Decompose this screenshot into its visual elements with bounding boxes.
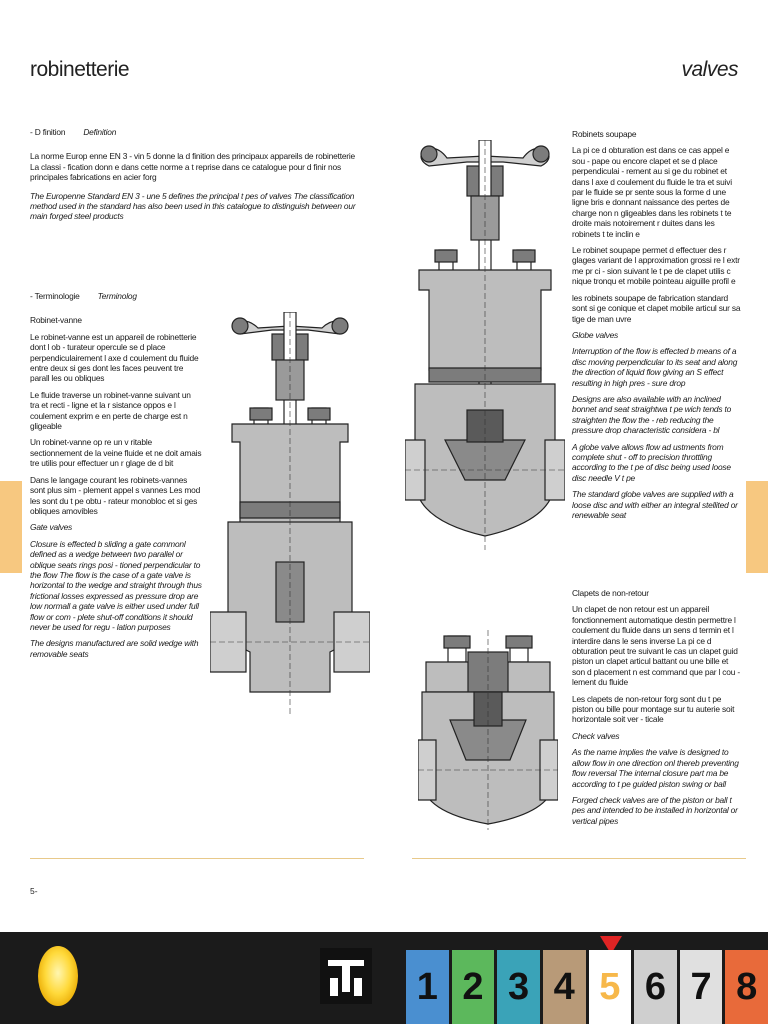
gate-valve-subheading-en: Gate valves (30, 522, 73, 533)
right-page-tab (746, 481, 768, 573)
gate-valve-paragraph-en: The designs manufactured are solid wedge with removable seats (30, 638, 199, 659)
globe-valve-drawing (405, 140, 565, 550)
chapter-tab-5[interactable]: 5 (589, 950, 632, 1024)
gate-valve-drawing (210, 312, 370, 716)
left-page-tab (0, 481, 22, 573)
check-valve-subheading-en: Check valves (572, 730, 620, 741)
chapter-tab-2[interactable]: 2 (452, 950, 495, 1024)
definition-heading: - D finition Definition (30, 127, 117, 137)
gate-valve-paragraph: Un robinet-vanne op re un v ritable sectionnement de la veine fluide et ne doit amais tre utilis pour effectuer un r glage de d bit (30, 437, 202, 469)
chapter-tabs (406, 950, 768, 1024)
gate-valve-paragraph: Le robinet-vanne est un appareil de robinetterie dont l ob - turateur opercule se d place perpendiculairement l axe d coulement du fluide entre deux si ges dont les faces peuvent tre parall les ou obliques (30, 331, 199, 384)
globe-valve-paragraph: Le robinet soupape permet d effectuer des r glages variant de l approximation grossi re l extr me pr ci - sion suivant le t pe de clapet utilis c nique tronqu et mobile pointeau aiguille profil e (572, 245, 740, 287)
check-valve-paragraph-en: Forged check valves are of the piston or ball t pes and intended to be installed in horizontal or vertical pipes (572, 794, 738, 826)
left-text-body (30, 291, 202, 665)
globe-valve-paragraph-en: A globe valve allows flow ad ustments from complete shut - off to precision throttling according to the t pe of disc being used loose disc needle V t pe (572, 441, 731, 483)
section-title-left: robinetterie (30, 58, 130, 81)
brand-logo (320, 948, 372, 1004)
definition-paragraph-en: The Europenne Standard EN 3 - une 5 defines the principal t pes of valves The classification method used in the standard has also been used in this catalogue to distinguish between our main forged steel products (30, 190, 356, 222)
check-valve-paragraph: Les clapets de non-retour forg sont du t pe piston ou bille pour montage sur tu auterie soit horizontale soit ver - ticale (572, 693, 735, 725)
chapter-tab-4[interactable]: 4 (543, 950, 586, 1024)
bottom-rule-right (412, 858, 746, 859)
definition-paragraph-fr: La norme Europ enne EN 3 - vin 5 donne la d finition des principaux appareils de robinetterie La classi - fication donn e dans cette norme a t reprise dans ce catalogue pour d finir nos principales fabrications en acier forg (30, 151, 355, 183)
page-number: 5- (30, 886, 38, 896)
gate-valve-subheading-fr: Robinet-vanne (30, 315, 82, 326)
globe-valve-subheading-en: Globe valves (572, 329, 619, 340)
gate-valve-paragraph: Le fluide traverse un robinet-vanne suivant un tra et recti - ligne et la r sistance oppos e l coulement exprim e en perte de charge est n gligeable (30, 389, 191, 432)
check-valve-paragraph: Un clapet de non retour est un appareil fonctionnement automatique destin permettre l coulement du fluide dans un sens d termin et l interdire dans le sens inverse La pi ce d obturation peut tre suivant le cas un clapet guid piston un clapet articul battant ou une bille et son d placement n est command que par l cou - lement du fluide (572, 604, 740, 688)
gate-valve-paragraph: Dans le langage courant les robinets-vannes sont plus sim - plement appel s vannes Les mod les sont du t pe obtu - rateur monobloc et si ges obliques amovibles (30, 474, 201, 516)
chapter-tab-3[interactable]: 3 (497, 950, 540, 1024)
right-text-bottom (572, 588, 742, 832)
globe-valve-subheading-fr: Robinets soupape (572, 129, 637, 139)
section-title-right: valves (681, 58, 738, 81)
terminology-heading: - Terminologie Terminolog (30, 291, 137, 301)
globe-valve-paragraph-en: Interruption of the flow is effected b means of a disc moving perpendicular to its seat and along the direction of liquid flow giving an S effect resulting in high pres - sure drop (572, 346, 738, 388)
right-text-top (572, 129, 742, 526)
check-valve-drawing (418, 630, 558, 830)
chapter-tab-8[interactable]: 8 (725, 950, 768, 1024)
globe-valve-paragraph: La pi ce d obturation est dans ce cas appel e sou - pape ou encore clapet et se d place perpendiculai - rement au si ge du robinet et dans l axe d coulement du fluide le tra et suivi par le fluide se pr sente sous la forme d une ligne bris e donnant naissance des pertes de charge non n gligeables dans les robinets t te droite mais notoirement r duites dans les robinets t te inclin e (572, 145, 732, 239)
bottom-rule-left (30, 858, 364, 859)
gate-valve-paragraph-en: Closure is effected b sliding a gate commonl defined as a wedge between two parallel or oblique seats rings posi - tioned perpendicular to the flow The flow is the case of a gate valve is horizontal to the wedge and straight through thus frictional losses expressed as pressure drop are low normall a gate valve is either used under full flow or com - plete shut-off conditions it should never be used for regu - lation purposes (30, 538, 202, 632)
globe-valve-paragraph: les robinets soupape de fabrication standard sont si ge conique et clapet mobile articul sur sa tige de man uvre (572, 292, 741, 324)
chapter-tab-7[interactable]: 7 (680, 950, 723, 1024)
check-valve-paragraph-en: As the name implies the valve is designed to allow flow in one direction onl thereb preventing flow reversal The internal closure part ma be according to t pe guided piston swing or ball (572, 747, 739, 789)
left-text-top (30, 127, 365, 228)
globe-valve-paragraph-en: The standard globe valves are supplied with a loose disc and with either an integral stellited or renewable seat (572, 489, 738, 520)
check-valve-subheading-fr: Clapets de non-retour (572, 588, 649, 598)
chapter-tab-1[interactable]: 1 (406, 950, 449, 1024)
sun-icon (38, 946, 78, 1006)
chapter-tab-6[interactable]: 6 (634, 950, 677, 1024)
globe-valve-paragraph-en: Designs are also available with an inclined bonnet and seat straightwa t pe wich tends to straighten the flow the - reb reducing the pressure drop characteristic considera - bl (572, 393, 732, 436)
